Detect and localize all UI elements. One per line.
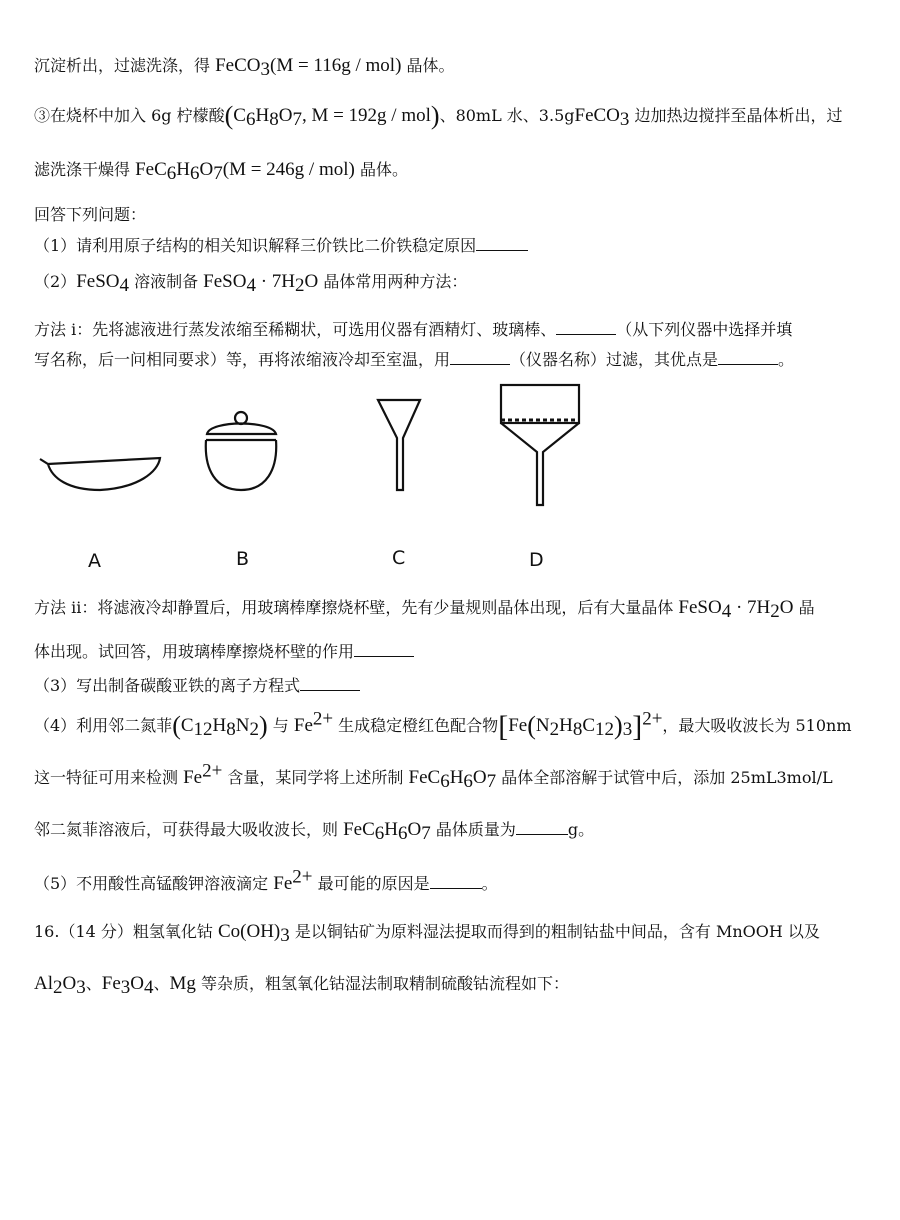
evaporating-dish-icon — [40, 458, 160, 490]
figure-label-d: D — [529, 549, 544, 571]
text: 晶体。 — [401, 56, 455, 75]
figure-label-a: A — [88, 550, 101, 572]
text: 方法 i：先将滤液进行蒸发浓缩至稀糊状，可选用仪器有酒精灯、玻璃棒、 — [34, 320, 557, 339]
text: （4）利用邻二氮菲 — [34, 716, 173, 735]
formula: FeSO — [203, 271, 247, 292]
formula: (M = 116g / mol) — [270, 55, 402, 76]
formula: Fe — [273, 873, 293, 894]
subscript: 3 — [622, 719, 633, 741]
superscript: 2+ — [642, 708, 663, 730]
subscript: 7 — [292, 109, 302, 131]
formula: N — [235, 715, 250, 736]
subscript: 3 — [280, 925, 290, 947]
text: 晶体常用两种方法： — [318, 272, 468, 291]
formula: O — [62, 973, 77, 994]
subscript: 2 — [249, 719, 260, 741]
paren: ) — [430, 101, 440, 130]
formula: C — [582, 715, 596, 736]
text: 等杂质，粗氢氧化钴湿法制取精制硫酸钴流程如下： — [195, 974, 569, 993]
text: 边加热边搅拌至晶体析出，过 — [629, 106, 843, 125]
question-5 — [34, 866, 866, 896]
text: 、80mL 水、3.5g — [439, 106, 575, 125]
formula: FeC — [135, 159, 167, 180]
figure-label-b: B — [236, 548, 250, 570]
subscript: 3 — [76, 977, 86, 999]
text: 16.（14 分）粗氢氧化钴 — [34, 922, 218, 941]
text: （3）写出制备碳酸亚铁的离子方程式 — [34, 676, 301, 695]
formula: O — [407, 819, 422, 840]
text: 写名称，后一问相同要求）等，再将浓缩液冷却至室温，用 — [34, 350, 451, 369]
subscript: 7 — [213, 163, 223, 185]
subscript: 6 — [374, 823, 385, 845]
answer-blank[interactable] — [430, 872, 482, 889]
formula: FeSO — [678, 597, 722, 618]
crucible-icon — [206, 412, 276, 490]
subscript: 6 — [166, 163, 177, 185]
subscript: 6 — [463, 771, 473, 793]
formula: FeC — [343, 819, 375, 840]
subscript: 3 — [619, 109, 630, 131]
paren: ) — [259, 711, 268, 740]
question-16-line-2 — [34, 972, 866, 999]
subscript: 4 — [119, 275, 129, 297]
text: 。 — [778, 350, 795, 369]
formula: Fe — [183, 767, 203, 788]
formula: O — [278, 105, 293, 126]
formula: Al — [34, 973, 53, 994]
answer-blank[interactable] — [516, 818, 568, 835]
text: 溶液制备 — [128, 272, 204, 291]
figure-label-c: C — [392, 547, 406, 569]
answer-blank[interactable] — [354, 640, 414, 657]
paren: ) — [614, 711, 623, 740]
subscript: 3 — [120, 977, 131, 999]
formula: O — [779, 597, 794, 618]
formula: Fe — [293, 715, 313, 736]
question-text: （1）请利用原子结构的相关知识解释三价铁比二价铁稳定原因 — [34, 236, 477, 255]
subscript: 8 — [226, 719, 236, 741]
subscript: 12 — [193, 719, 213, 741]
text: （从下列仪器中选择并填 — [616, 320, 793, 339]
subscript: 6 — [245, 109, 256, 131]
text: 、 — [85, 974, 102, 993]
question-4-line-1 — [34, 708, 866, 743]
text: （5）不用酸性高锰酸钾溶液滴定 — [34, 874, 274, 893]
text: ，最大吸收波长为 510nm — [662, 716, 852, 735]
bracket: ] — [632, 710, 643, 743]
question-4-line-2 — [34, 760, 866, 793]
buchner-funnel-icon — [501, 385, 579, 505]
formula: H — [212, 715, 227, 736]
text: 沉淀析出，过滤洗涤，得 — [34, 56, 216, 75]
subscript: 8 — [269, 109, 279, 131]
formula: H — [384, 819, 399, 840]
text: （2） — [34, 272, 77, 291]
formula: , M = 192g / mol — [301, 105, 431, 126]
superscript: 2+ — [312, 708, 334, 730]
text: 。 — [481, 874, 498, 893]
formula: Co(OH) — [217, 921, 281, 942]
paren: ( — [172, 711, 181, 740]
formula: N — [535, 715, 550, 736]
formula: · 7H — [255, 271, 296, 292]
formula: FeC — [408, 767, 441, 788]
formula: C — [180, 715, 194, 736]
subscript: 2 — [770, 601, 780, 623]
superscript: 2+ — [202, 760, 223, 782]
subscript: 6 — [440, 771, 450, 793]
subscript: 6 — [398, 823, 408, 845]
subscript: 3 — [260, 59, 270, 81]
text: 方法 ii：将滤液冷却静置后，用玻璃棒摩擦烧杯壁，先有少量规则晶体出现，后有大量晶体 — [34, 598, 679, 617]
subscript: 2 — [53, 977, 63, 999]
funnel-icon — [378, 400, 420, 490]
formula: H — [176, 159, 191, 180]
subscript: 4 — [246, 275, 256, 297]
formula: (M = 246g / mol) — [222, 159, 355, 180]
text: g。 — [567, 820, 595, 839]
text: 、 — [153, 974, 170, 993]
text: 滤洗涤干燥得 — [34, 160, 136, 179]
text: 体出现。试回答，用玻璃棒摩擦烧杯壁的作用 — [34, 642, 355, 661]
question-3 — [34, 674, 866, 698]
text: 晶 — [793, 598, 815, 617]
text: 邻二氮菲溶液后，可获得最大吸收波长，则 — [34, 820, 344, 839]
formula: FeCO — [215, 55, 261, 76]
subscript: 7 — [486, 771, 497, 793]
formula: FeSO — [76, 271, 120, 292]
text: 晶体。 — [354, 160, 408, 179]
text: 这一特征可用来检测 — [34, 768, 184, 787]
paren: ( — [224, 101, 234, 130]
formula: Mg — [169, 973, 196, 994]
subscript: 4 — [143, 977, 154, 999]
formula: O — [130, 973, 144, 994]
formula: FeCO — [574, 105, 620, 126]
question-4-line-3 — [34, 818, 866, 845]
answer-blank[interactable] — [300, 674, 360, 691]
instruction: 回答下列问题： — [34, 205, 147, 224]
paren: ( — [527, 711, 536, 740]
text: 晶体全部溶解于试管中后，添加 25mL3mol/L — [496, 768, 833, 787]
subscript: 6 — [190, 163, 200, 185]
method-2-line-1 — [34, 596, 866, 623]
text: （仪器名称）过滤，其优点是 — [510, 350, 719, 369]
text: 与 — [267, 716, 294, 735]
text: 是以铜钴矿为原料湿法提取而得到的粗制钴盐中间品，含有 MnOOH 以及 — [289, 922, 820, 941]
subscript: 2 — [295, 275, 305, 297]
formula: H — [559, 715, 573, 736]
text: 生成稳定橙红色配合物 — [333, 716, 499, 735]
text: 晶体质量为 — [430, 820, 516, 839]
text: ③在烧杯中加入 6g 柠檬酸 — [34, 106, 225, 125]
subscript: 4 — [721, 601, 732, 623]
formula: H — [449, 767, 464, 788]
formula: · 7H — [731, 597, 771, 618]
question-16-line-1 — [34, 920, 866, 947]
subscript: 12 — [595, 719, 615, 741]
formula: O — [472, 767, 487, 788]
formula: O — [199, 159, 214, 180]
subscript: 2 — [549, 719, 560, 741]
formula: Fe — [508, 715, 528, 736]
text: 最可能的原因是 — [312, 874, 430, 893]
text: 含量，某同学将上述所制 — [222, 768, 409, 787]
subscript: 8 — [572, 719, 583, 741]
formula: C — [233, 105, 246, 126]
formula: O — [304, 271, 319, 292]
subscript: 7 — [421, 823, 431, 845]
formula: Fe — [101, 973, 121, 994]
formula: H — [255, 105, 270, 126]
method-2-line-2 — [34, 640, 866, 664]
bracket: [ — [498, 710, 509, 743]
superscript: 2+ — [292, 866, 313, 888]
